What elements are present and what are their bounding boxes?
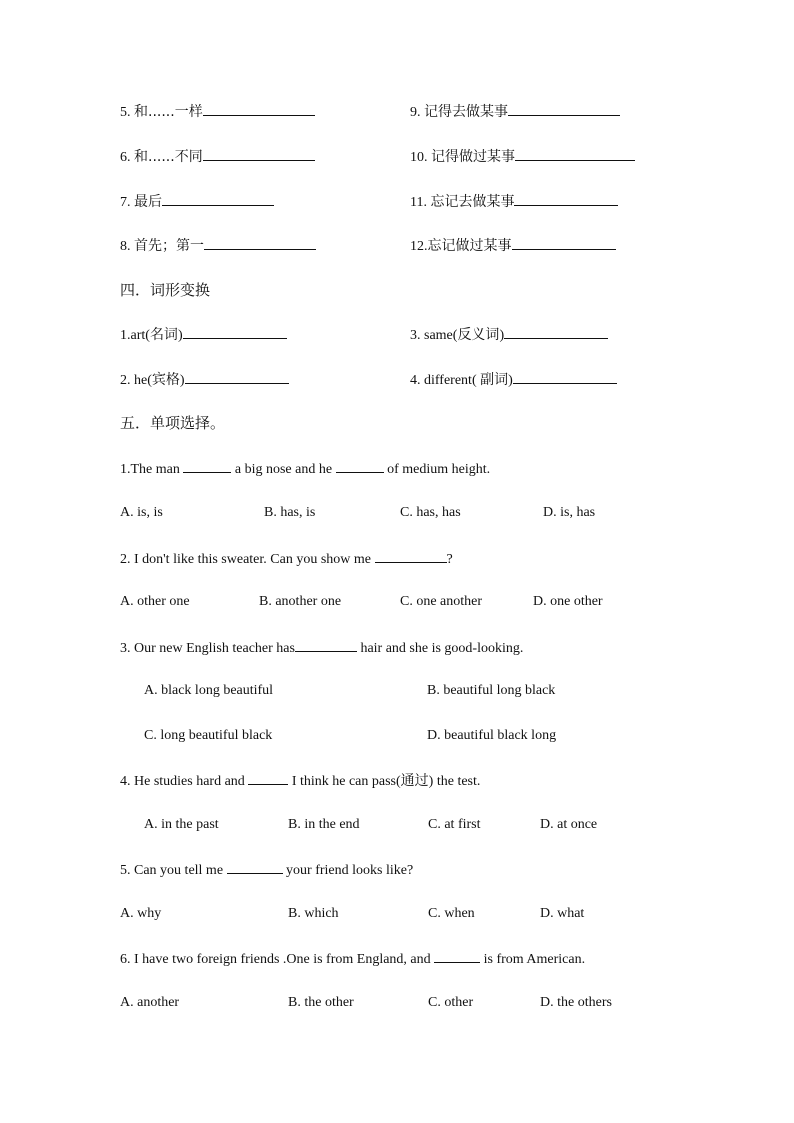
section-4-heading: 四．词形变换 [120,281,211,299]
item-suffix: ) [179,373,185,388]
phrase-text: 记得去做某事 [424,104,508,120]
phrase-12 [410,234,616,256]
answer-blank[interactable] [227,858,283,874]
q4-option-a[interactable]: A. in the past [144,817,219,832]
q1-option-d[interactable]: D. is, has [543,505,596,520]
question-text: ) the test. [428,774,481,789]
q3-option-a[interactable]: A. black long beautiful [144,683,274,698]
word-form-item-2 [120,368,289,390]
answer-blank[interactable] [515,145,635,161]
answer-blank[interactable] [375,547,447,563]
item-number: 8. [120,239,131,254]
q3-option-d[interactable]: D. beautiful black long [427,728,557,743]
q3-option-c[interactable]: C. long beautiful black [144,728,273,743]
question-text: I think he can pass( [288,774,401,789]
item-number: 11. [410,195,427,210]
answer-blank[interactable] [513,368,617,384]
q5-option-b[interactable]: B. which [288,906,339,921]
q1-option-c[interactable]: C. has, has [400,505,461,520]
q3-option-b[interactable]: B. beautiful long black [427,683,556,698]
item-number: 6. [120,150,131,165]
q1-option-b[interactable]: B. has, is [264,505,316,520]
q2-option-b[interactable]: B. another one [259,594,342,609]
answer-blank[interactable] [295,636,357,652]
section-5-heading: 五．单项选择。 [120,414,226,432]
item-prefix: 2. he( [120,373,152,388]
phrase-text: 首先；第一 [134,238,204,254]
answer-blank[interactable] [512,234,616,250]
item-prefix: 1.art( [120,328,150,343]
phrase-9 [410,100,620,122]
q6-option-a[interactable]: A. another [120,995,180,1010]
item-suffix: ) [499,328,505,343]
item-hint: 名词 [149,327,178,343]
answer-blank[interactable] [203,145,315,161]
word-form-item-4 [410,368,617,390]
phrase-text: 记得做过某事 [431,149,515,165]
item-number: 5. [120,105,131,120]
question-text: a big nose and he [231,462,336,477]
question-5 [120,858,413,880]
phrase-6 [120,145,315,167]
answer-blank[interactable] [336,457,384,473]
item-number: 10. [410,150,428,165]
phrase-8 [120,234,316,256]
phrase-text: 最后 [134,194,162,210]
question-text: 5. Can you tell me [120,863,227,878]
phrase-10 [410,145,635,167]
question-text: 2. I don't like this sweater. Can you show me [120,552,375,567]
item-prefix: 4. different( [410,373,481,388]
question-4 [120,769,480,791]
answer-blank[interactable] [204,234,316,250]
q6-option-c[interactable]: C. other [428,995,474,1010]
question-6 [120,947,585,969]
answer-blank[interactable] [514,190,618,206]
question-2 [120,547,453,569]
phrase-11 [410,190,618,212]
item-hint: 副词 [480,372,509,388]
phrase-text: 忘记去做某事 [430,194,515,210]
q5-option-a[interactable]: A. why [120,906,162,921]
phrase-5 [120,100,315,122]
question-text: 4. He studies hard and [120,774,249,789]
question-1 [120,457,490,479]
question-text: ? [446,552,453,567]
answer-blank[interactable] [183,457,231,473]
question-text: 6. I have two foreign friends .One is from England, and [120,952,435,967]
answer-blank[interactable] [162,190,274,206]
question-text: 1.The man [120,462,184,477]
item-prefix: 3. same( [410,328,458,343]
item-suffix: ) [177,328,183,343]
phrase-text: 和......不同 [134,149,203,165]
q6-option-b[interactable]: B. the other [288,995,354,1010]
q5-option-d[interactable]: D. what [540,906,585,921]
question-text: your friend looks like? [282,863,414,878]
phrase-text: 忘记做过某事 [427,238,512,254]
item-hint: 宾格 [151,372,180,388]
q4-option-d[interactable]: D. at once [540,817,598,832]
answer-blank[interactable] [504,323,608,339]
q5-option-c[interactable]: C. when [428,906,475,921]
q4-option-c[interactable]: C. at first [428,817,481,832]
word-form-item-3 [410,323,608,345]
question-hint: 通过 [400,773,429,789]
item-suffix: ) [508,373,513,388]
question-text: hair and she is good-looking. [356,641,524,656]
q2-option-a[interactable]: A. other one [120,594,190,609]
question-text: of medium height. [383,462,491,477]
question-text: is from American. [480,952,586,967]
q1-option-a[interactable]: A. is, is [120,505,163,520]
answer-blank[interactable] [185,368,289,384]
q4-option-b[interactable]: B. in the end [288,817,360,832]
answer-blank[interactable] [203,100,315,116]
answer-blank[interactable] [183,323,287,339]
item-number: 9. [410,105,421,120]
answer-blank[interactable] [508,100,620,116]
word-form-item-1 [120,323,287,345]
q6-option-d[interactable]: D. the others [540,995,612,1010]
item-number: 7. [120,195,131,210]
answer-blank[interactable] [248,769,288,785]
question-3 [120,636,523,658]
phrase-7 [120,190,274,212]
q2-option-c[interactable]: C. one another [400,594,483,609]
question-text: 3. Our new English teacher has [120,641,295,656]
item-number: 12. [410,239,428,254]
phrase-text: 和......一样 [134,104,203,120]
answer-blank[interactable] [434,947,480,963]
q2-option-d[interactable]: D. one other [533,594,603,609]
item-hint: 反义词 [457,327,500,343]
